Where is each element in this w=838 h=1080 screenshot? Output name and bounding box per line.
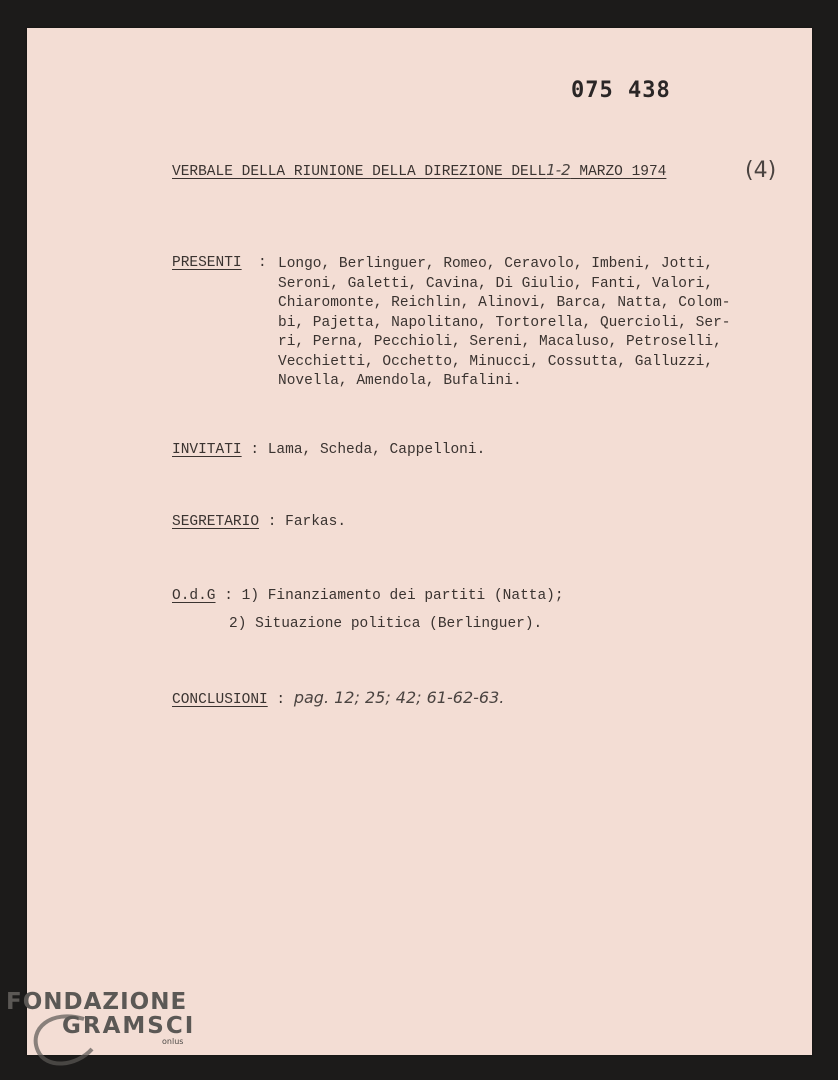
watermark-line1: FONDAZIONE (6, 989, 188, 1015)
segretario-label: SEGRETARIO (172, 514, 260, 530)
presenti-colon: : (258, 255, 267, 271)
presenti-line: Chiaromonte, Reichlin, Alinovi, Barca, Natta, Colom- (278, 295, 731, 311)
presenti-line: Seroni, Galetti, Cavina, Di Giulio, Fanti, Valori, (278, 275, 714, 292)
document-page (27, 28, 812, 1055)
presenti-line: Longo, Berlinguer, Romeo, Ceravolo, Imbeni, Jotti, (278, 256, 714, 272)
presenti-line: Vecchietti, Occhetto, Minucci, Cossutta, Galluzzi, (278, 353, 714, 370)
title-text: VERBALE DELLA RIUNIONE DELLA DIREZIONE DELL (172, 164, 547, 180)
odg-label: O.d.G (172, 588, 216, 604)
segretario-row (172, 514, 346, 530)
title-rest: MARZO 1974 (570, 164, 667, 180)
odg-item: : 1) Finanziamento dei partiti (Natta); (224, 588, 564, 604)
odg-item: 2) Situazione politica (Berlinguer). (229, 616, 543, 632)
presenti-list (278, 255, 730, 392)
presenti-line: ri, Perna, Pecchioli, Sereni, Macaluso, Petroselli, (278, 334, 722, 350)
document-title (172, 161, 666, 180)
invitati-text: : Lama, Scheda, Cappelloni. (250, 442, 486, 458)
conclusioni-label: CONCLUSIONI (172, 692, 268, 708)
conclusioni-pages-handwritten: pag. 12; 25; 42; 61-62-63. (293, 688, 505, 707)
watermark-line2: GRAMSCI (62, 1013, 196, 1039)
conclusioni-colon: : (276, 692, 286, 708)
fondazione-gramsci-watermark (6, 989, 195, 1046)
presenti-line: Novella, Amendola, Bufalini. (278, 373, 522, 389)
presenti-line: bi, Pajetta, Napolitano, Tortorella, Quercioli, Ser- (278, 314, 731, 331)
invitati-row (172, 442, 485, 458)
invitati-label: INVITATI (172, 442, 242, 458)
title-date-handwritten: 1-2 (546, 161, 571, 179)
presenti-label: PRESENTI (172, 255, 242, 271)
segretario-text: : Farkas. (267, 514, 347, 530)
watermark-small: onlus (162, 1037, 184, 1046)
conclusioni-row (172, 688, 504, 708)
page-mark: (4) (745, 158, 777, 183)
odg-row (172, 588, 564, 604)
archive-stamp-number: 075 438 (571, 78, 671, 103)
